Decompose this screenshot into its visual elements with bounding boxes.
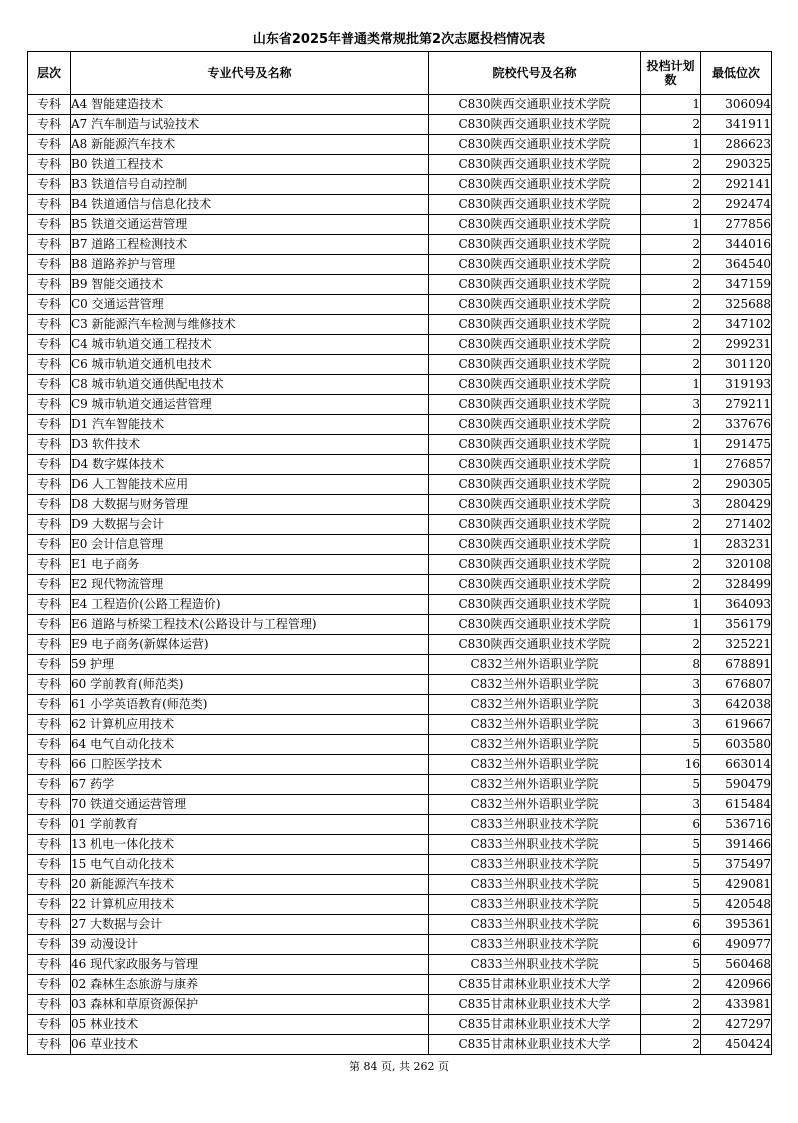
major-cell: D6 人工智能技术应用 <box>71 475 429 495</box>
table-body <box>28 95 772 1055</box>
plan-count-cell: 1 <box>641 455 701 475</box>
level-cell: 专科 <box>28 955 71 975</box>
plan-count-cell: 5 <box>641 775 701 795</box>
min-rank-cell: 663014 <box>701 755 772 775</box>
min-rank-cell: 292141 <box>701 175 772 195</box>
school-cell: C830陕西交通职业技术学院 <box>429 535 641 555</box>
plan-count-cell: 3 <box>641 715 701 735</box>
major-cell: 64 电气自动化技术 <box>71 735 429 755</box>
min-rank-cell: 490977 <box>701 935 772 955</box>
table-row <box>28 1035 772 1055</box>
plan-count-cell: 2 <box>641 315 701 335</box>
plan-count-cell: 1 <box>641 215 701 235</box>
min-rank-cell: 450424 <box>701 1035 772 1055</box>
table-row <box>28 495 772 515</box>
level-cell: 专科 <box>28 555 71 575</box>
plan-count-cell: 1 <box>641 535 701 555</box>
table-row <box>28 435 772 455</box>
level-cell: 专科 <box>28 695 71 715</box>
school-cell: C835甘肃林业职业技术大学 <box>429 1015 641 1035</box>
min-rank-cell: 279211 <box>701 395 772 415</box>
plan-count-cell: 2 <box>641 555 701 575</box>
min-rank-cell: 560468 <box>701 955 772 975</box>
table-row <box>28 815 772 835</box>
major-cell: B0 铁道工程技术 <box>71 155 429 175</box>
school-cell: C830陕西交通职业技术学院 <box>429 575 641 595</box>
table-row <box>28 955 772 975</box>
table-row <box>28 195 772 215</box>
plan-count-cell: 6 <box>641 915 701 935</box>
min-rank-cell: 286623 <box>701 135 772 155</box>
level-cell: 专科 <box>28 435 71 455</box>
table-row <box>28 275 772 295</box>
level-cell: 专科 <box>28 975 71 995</box>
level-cell: 专科 <box>28 375 71 395</box>
min-rank-cell: 290305 <box>701 475 772 495</box>
level-cell: 专科 <box>28 855 71 875</box>
school-cell: C830陕西交通职业技术学院 <box>429 335 641 355</box>
plan-count-cell: 1 <box>641 95 701 115</box>
level-cell: 专科 <box>28 255 71 275</box>
major-cell: 20 新能源汽车技术 <box>71 875 429 895</box>
school-cell: C835甘肃林业职业技术大学 <box>429 975 641 995</box>
level-cell: 专科 <box>28 515 71 535</box>
major-cell: E9 电子商务(新媒体运营) <box>71 635 429 655</box>
table-row <box>28 575 772 595</box>
table-row <box>28 795 772 815</box>
school-cell: C833兰州职业技术学院 <box>429 815 641 835</box>
table-row <box>28 415 772 435</box>
table-row <box>28 715 772 735</box>
plan-count-cell: 3 <box>641 495 701 515</box>
school-cell: C833兰州职业技术学院 <box>429 915 641 935</box>
plan-count-cell: 5 <box>641 875 701 895</box>
min-rank-cell: 291475 <box>701 435 772 455</box>
table-row <box>28 555 772 575</box>
level-cell: 专科 <box>28 1035 71 1055</box>
major-cell: E2 现代物流管理 <box>71 575 429 595</box>
plan-count-cell: 16 <box>641 755 701 775</box>
plan-count-cell: 3 <box>641 395 701 415</box>
major-cell: D1 汽车智能技术 <box>71 415 429 435</box>
min-rank-cell: 364093 <box>701 595 772 615</box>
plan-count-cell: 5 <box>641 895 701 915</box>
table-row <box>28 615 772 635</box>
plan-count-cell: 2 <box>641 335 701 355</box>
school-cell: C830陕西交通职业技术学院 <box>429 355 641 375</box>
plan-count-cell: 2 <box>641 355 701 375</box>
school-cell: C830陕西交通职业技术学院 <box>429 415 641 435</box>
major-cell: 22 计算机应用技术 <box>71 895 429 915</box>
table-row <box>28 915 772 935</box>
major-cell: 46 现代家政服务与管理 <box>71 955 429 975</box>
major-cell: 66 口腔医学技术 <box>71 755 429 775</box>
plan-count-cell: 2 <box>641 115 701 135</box>
column-header-major: 专业代号及名称 <box>71 52 429 95</box>
table-row <box>28 515 772 535</box>
major-cell: E0 会计信息管理 <box>71 535 429 555</box>
level-cell: 专科 <box>28 315 71 335</box>
major-cell: A4 智能建造技术 <box>71 95 429 115</box>
table-row <box>28 295 772 315</box>
level-cell: 专科 <box>28 235 71 255</box>
min-rank-cell: 676807 <box>701 675 772 695</box>
plan-count-cell: 3 <box>641 695 701 715</box>
level-cell: 专科 <box>28 795 71 815</box>
major-cell: A8 新能源汽车技术 <box>71 135 429 155</box>
level-cell: 专科 <box>28 635 71 655</box>
major-cell: 03 森林和草原资源保护 <box>71 995 429 1015</box>
min-rank-cell: 678891 <box>701 655 772 675</box>
min-rank-cell: 590479 <box>701 775 772 795</box>
school-cell: C830陕西交通职业技术学院 <box>429 595 641 615</box>
plan-count-cell: 3 <box>641 795 701 815</box>
table-row <box>28 115 772 135</box>
plan-count-cell: 3 <box>641 675 701 695</box>
school-cell: C833兰州职业技术学院 <box>429 935 641 955</box>
school-cell: C830陕西交通职业技术学院 <box>429 195 641 215</box>
min-rank-cell: 619667 <box>701 715 772 735</box>
plan-count-cell: 2 <box>641 1015 701 1035</box>
major-cell: C3 新能源汽车检测与维修技术 <box>71 315 429 335</box>
table-row <box>28 355 772 375</box>
major-cell: D4 数字媒体技术 <box>71 455 429 475</box>
school-cell: C830陕西交通职业技术学院 <box>429 455 641 475</box>
min-rank-cell: 325688 <box>701 295 772 315</box>
min-rank-cell: 364540 <box>701 255 772 275</box>
level-cell: 专科 <box>28 655 71 675</box>
min-rank-cell: 433981 <box>701 995 772 1015</box>
plan-count-cell: 2 <box>641 475 701 495</box>
major-cell: B7 道路工程检测技术 <box>71 235 429 255</box>
school-cell: C833兰州职业技术学院 <box>429 855 641 875</box>
level-cell: 专科 <box>28 995 71 1015</box>
plan-count-cell: 1 <box>641 435 701 455</box>
school-cell: C835甘肃林业职业技术大学 <box>429 1035 641 1055</box>
min-rank-cell: 319193 <box>701 375 772 395</box>
page-footer: 第 84 页, 共 262 页 <box>349 1060 449 1073</box>
level-cell: 专科 <box>28 175 71 195</box>
school-cell: C833兰州职业技术学院 <box>429 875 641 895</box>
major-cell: D8 大数据与财务管理 <box>71 495 429 515</box>
level-cell: 专科 <box>28 455 71 475</box>
major-cell: E4 工程造价(公路工程造价) <box>71 595 429 615</box>
major-cell: 70 铁道交通运营管理 <box>71 795 429 815</box>
school-cell: C830陕西交通职业技术学院 <box>429 115 641 135</box>
table-row <box>28 635 772 655</box>
level-cell: 专科 <box>28 155 71 175</box>
plan-count-cell: 6 <box>641 815 701 835</box>
level-cell: 专科 <box>28 295 71 315</box>
table-row <box>28 255 772 275</box>
plan-count-cell: 2 <box>641 995 701 1015</box>
min-rank-cell: 271402 <box>701 515 772 535</box>
level-cell: 专科 <box>28 355 71 375</box>
table-row <box>28 975 772 995</box>
min-rank-cell: 395361 <box>701 915 772 935</box>
plan-count-cell: 2 <box>641 975 701 995</box>
table-row <box>28 895 772 915</box>
min-rank-cell: 325221 <box>701 635 772 655</box>
major-cell: C8 城市轨道交通供配电技术 <box>71 375 429 395</box>
level-cell: 专科 <box>28 475 71 495</box>
level-cell: 专科 <box>28 715 71 735</box>
school-cell: C830陕西交通职业技术学院 <box>429 375 641 395</box>
table-row <box>28 655 772 675</box>
level-cell: 专科 <box>28 395 71 415</box>
level-cell: 专科 <box>28 675 71 695</box>
table-row <box>28 595 772 615</box>
level-cell: 专科 <box>28 815 71 835</box>
school-cell: C830陕西交通职业技术学院 <box>429 95 641 115</box>
school-cell: C830陕西交通职业技术学院 <box>429 235 641 255</box>
table-row <box>28 995 772 1015</box>
table-row <box>28 755 772 775</box>
plan-count-cell: 2 <box>641 635 701 655</box>
level-cell: 专科 <box>28 335 71 355</box>
school-cell: C830陕西交通职业技术学院 <box>429 495 641 515</box>
school-cell: C830陕西交通职业技术学院 <box>429 275 641 295</box>
min-rank-cell: 427297 <box>701 1015 772 1035</box>
table-row <box>28 875 772 895</box>
major-cell: 39 动漫设计 <box>71 935 429 955</box>
column-header-level: 层次 <box>28 52 71 95</box>
min-rank-cell: 391466 <box>701 835 772 855</box>
major-cell: 61 小学英语教育(师范类) <box>71 695 429 715</box>
level-cell: 专科 <box>28 1015 71 1035</box>
level-cell: 专科 <box>28 915 71 935</box>
major-cell: B9 智能交通技术 <box>71 275 429 295</box>
plan-count-cell: 1 <box>641 595 701 615</box>
plan-count-cell: 2 <box>641 415 701 435</box>
major-cell: 67 药学 <box>71 775 429 795</box>
major-cell: 06 草业技术 <box>71 1035 429 1055</box>
level-cell: 专科 <box>28 275 71 295</box>
min-rank-cell: 337676 <box>701 415 772 435</box>
school-cell: C830陕西交通职业技术学院 <box>429 635 641 655</box>
table-row <box>28 835 772 855</box>
plan-count-cell: 2 <box>641 515 701 535</box>
school-cell: C830陕西交通职业技术学院 <box>429 475 641 495</box>
min-rank-cell: 429081 <box>701 875 772 895</box>
table-row <box>28 395 772 415</box>
min-rank-cell: 356179 <box>701 615 772 635</box>
column-header-plan: 投档计划数 <box>641 52 701 95</box>
table-row <box>28 235 772 255</box>
major-cell: B4 铁道通信与信息化技术 <box>71 195 429 215</box>
school-cell: C830陕西交通职业技术学院 <box>429 155 641 175</box>
table-row <box>28 335 772 355</box>
plan-count-cell: 6 <box>641 935 701 955</box>
plan-count-cell: 1 <box>641 615 701 635</box>
min-rank-cell: 292474 <box>701 195 772 215</box>
table-row <box>28 935 772 955</box>
plan-count-cell: 2 <box>641 1035 701 1055</box>
table-row <box>28 455 772 475</box>
table-header-row <box>28 52 772 95</box>
min-rank-cell: 375497 <box>701 855 772 875</box>
level-cell: 专科 <box>28 935 71 955</box>
level-cell: 专科 <box>28 595 71 615</box>
table-row <box>28 1015 772 1035</box>
plan-count-cell: 2 <box>641 155 701 175</box>
min-rank-cell: 306094 <box>701 95 772 115</box>
major-cell: C9 城市轨道交通运营管理 <box>71 395 429 415</box>
level-cell: 专科 <box>28 575 71 595</box>
plan-count-cell: 2 <box>641 175 701 195</box>
major-cell: 62 计算机应用技术 <box>71 715 429 735</box>
min-rank-cell: 299231 <box>701 335 772 355</box>
level-cell: 专科 <box>28 115 71 135</box>
school-cell: C832兰州外语职业学院 <box>429 655 641 675</box>
plan-count-cell: 2 <box>641 195 701 215</box>
plan-count-cell: 1 <box>641 375 701 395</box>
major-cell: C6 城市轨道交通机电技术 <box>71 355 429 375</box>
school-cell: C833兰州职业技术学院 <box>429 835 641 855</box>
school-cell: C830陕西交通职业技术学院 <box>429 435 641 455</box>
min-rank-cell: 536716 <box>701 815 772 835</box>
major-cell: 05 林业技术 <box>71 1015 429 1035</box>
level-cell: 专科 <box>28 735 71 755</box>
level-cell: 专科 <box>28 895 71 915</box>
plan-count-cell: 2 <box>641 235 701 255</box>
min-rank-cell: 341911 <box>701 115 772 135</box>
min-rank-cell: 347159 <box>701 275 772 295</box>
plan-count-cell: 2 <box>641 255 701 275</box>
plan-count-cell: 2 <box>641 275 701 295</box>
table-row <box>28 175 772 195</box>
min-rank-cell: 283231 <box>701 535 772 555</box>
table-row <box>28 215 772 235</box>
table-row <box>28 315 772 335</box>
min-rank-cell: 328499 <box>701 575 772 595</box>
min-rank-cell: 276857 <box>701 455 772 475</box>
level-cell: 专科 <box>28 135 71 155</box>
table-row <box>28 375 772 395</box>
min-rank-cell: 420966 <box>701 975 772 995</box>
table-row <box>28 675 772 695</box>
major-cell: D3 软件技术 <box>71 435 429 455</box>
level-cell: 专科 <box>28 95 71 115</box>
level-cell: 专科 <box>28 415 71 435</box>
level-cell: 专科 <box>28 835 71 855</box>
min-rank-cell: 277856 <box>701 215 772 235</box>
plan-count-cell: 1 <box>641 135 701 155</box>
school-cell: C832兰州外语职业学院 <box>429 795 641 815</box>
plan-count-cell: 2 <box>641 295 701 315</box>
school-cell: C835甘肃林业职业技术大学 <box>429 995 641 1015</box>
table-row <box>28 475 772 495</box>
table-row <box>28 135 772 155</box>
school-cell: C830陕西交通职业技术学院 <box>429 315 641 335</box>
level-cell: 专科 <box>28 755 71 775</box>
major-cell: A7 汽车制造与试验技术 <box>71 115 429 135</box>
school-cell: C832兰州外语职业学院 <box>429 675 641 695</box>
min-rank-cell: 280429 <box>701 495 772 515</box>
school-cell: C833兰州职业技术学院 <box>429 895 641 915</box>
table-row <box>28 155 772 175</box>
min-rank-cell: 615484 <box>701 795 772 815</box>
major-cell: D9 大数据与会计 <box>71 515 429 535</box>
major-cell: 15 电气自动化技术 <box>71 855 429 875</box>
plan-count-cell: 5 <box>641 955 701 975</box>
school-cell: C830陕西交通职业技术学院 <box>429 615 641 635</box>
page-title: 山东省2025年普通类常规批第2次志愿投档情况表 <box>252 32 546 47</box>
major-cell: B3 铁道信号自动控制 <box>71 175 429 195</box>
major-cell: 60 学前教育(师范类) <box>71 675 429 695</box>
school-cell: C830陕西交通职业技术学院 <box>429 515 641 535</box>
min-rank-cell: 344016 <box>701 235 772 255</box>
table-row <box>28 735 772 755</box>
school-cell: C832兰州外语职业学院 <box>429 735 641 755</box>
level-cell: 专科 <box>28 535 71 555</box>
min-rank-cell: 642038 <box>701 695 772 715</box>
min-rank-cell: 320108 <box>701 555 772 575</box>
major-cell: C4 城市轨道交通工程技术 <box>71 335 429 355</box>
major-cell: 13 机电一体化技术 <box>71 835 429 855</box>
table-row <box>28 695 772 715</box>
major-cell: 02 森林生态旅游与康养 <box>71 975 429 995</box>
school-cell: C830陕西交通职业技术学院 <box>429 215 641 235</box>
min-rank-cell: 347102 <box>701 315 772 335</box>
plan-count-cell: 8 <box>641 655 701 675</box>
major-cell: B5 铁道交通运营管理 <box>71 215 429 235</box>
school-cell: C830陕西交通职业技术学院 <box>429 395 641 415</box>
major-cell: E1 电子商务 <box>71 555 429 575</box>
plan-count-cell: 2 <box>641 575 701 595</box>
table-row <box>28 855 772 875</box>
min-rank-cell: 603580 <box>701 735 772 755</box>
admission-table <box>27 51 772 1055</box>
school-cell: C830陕西交通职业技术学院 <box>429 255 641 275</box>
school-cell: C830陕西交通职业技术学院 <box>429 135 641 155</box>
school-cell: C832兰州外语职业学院 <box>429 715 641 735</box>
level-cell: 专科 <box>28 215 71 235</box>
level-cell: 专科 <box>28 495 71 515</box>
min-rank-cell: 301120 <box>701 355 772 375</box>
plan-count-cell: 5 <box>641 835 701 855</box>
school-cell: C832兰州外语职业学院 <box>429 755 641 775</box>
column-header-min-rank: 最低位次 <box>701 52 772 95</box>
plan-count-cell: 5 <box>641 735 701 755</box>
min-rank-cell: 290325 <box>701 155 772 175</box>
level-cell: 专科 <box>28 775 71 795</box>
level-cell: 专科 <box>28 195 71 215</box>
table-row <box>28 95 772 115</box>
school-cell: C833兰州职业技术学院 <box>429 955 641 975</box>
table-row <box>28 775 772 795</box>
min-rank-cell: 420548 <box>701 895 772 915</box>
plan-count-cell: 5 <box>641 855 701 875</box>
level-cell: 专科 <box>28 615 71 635</box>
school-cell: C830陕西交通职业技术学院 <box>429 175 641 195</box>
major-cell: B8 道路养护与管理 <box>71 255 429 275</box>
school-cell: C832兰州外语职业学院 <box>429 775 641 795</box>
major-cell: E6 道路与桥梁工程技术(公路设计与工程管理) <box>71 615 429 635</box>
school-cell: C830陕西交通职业技术学院 <box>429 295 641 315</box>
major-cell: C0 交通运营管理 <box>71 295 429 315</box>
level-cell: 专科 <box>28 875 71 895</box>
major-cell: 01 学前教育 <box>71 815 429 835</box>
column-header-school: 院校代号及名称 <box>429 52 641 95</box>
major-cell: 59 护理 <box>71 655 429 675</box>
table-row <box>28 535 772 555</box>
school-cell: C830陕西交通职业技术学院 <box>429 555 641 575</box>
school-cell: C832兰州外语职业学院 <box>429 695 641 715</box>
major-cell: 27 大数据与会计 <box>71 915 429 935</box>
